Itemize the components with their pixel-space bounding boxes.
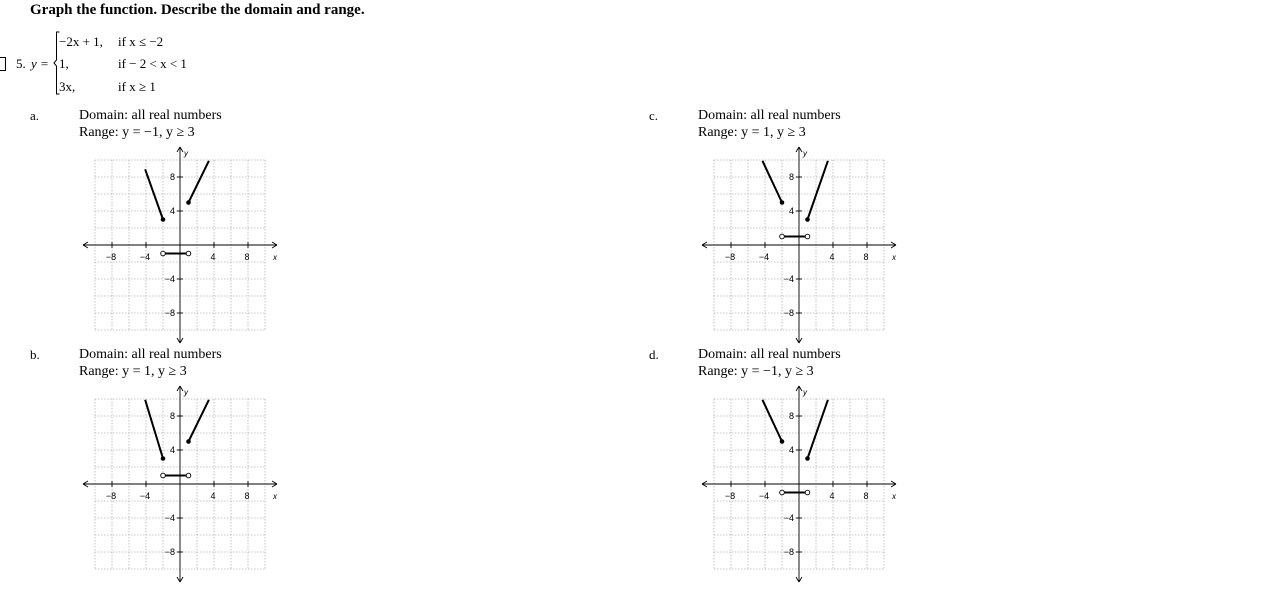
- x-tick-label: 4: [829, 491, 835, 501]
- closed-endpoint: [161, 456, 166, 461]
- y-tick-label: 4: [788, 445, 794, 455]
- x-tick-label: −8: [724, 491, 736, 501]
- closed-endpoint: [780, 200, 785, 205]
- open-endpoint: [186, 473, 191, 478]
- option-d[interactable]: [649, 347, 949, 587]
- case-expression-1: −2x + 1,: [59, 34, 103, 49]
- case-condition-1: if x ≤ −2: [118, 34, 164, 49]
- x-axis-label: x: [892, 492, 896, 501]
- x-tick-label: 8: [863, 491, 869, 501]
- left-ray: [145, 169, 163, 219]
- x-tick-label: −8: [105, 491, 117, 501]
- y-tick-label: 4: [169, 206, 175, 216]
- x-tick-label: −4: [758, 252, 770, 262]
- y-tick-label: 8: [788, 172, 794, 182]
- closed-endpoint: [161, 217, 166, 222]
- y-tick-label: −4: [164, 513, 175, 523]
- open-endpoint: [161, 251, 166, 256]
- y-tick-label: −8: [164, 547, 175, 557]
- x-tick-label: 4: [210, 252, 216, 262]
- closed-endpoint: [805, 217, 810, 222]
- open-endpoint: [186, 251, 191, 256]
- option-range: Range: y = −1, y ≥ 3: [698, 364, 814, 379]
- y-tick-label: 4: [788, 206, 794, 216]
- case-condition-2: if − 2 < x < 1: [118, 56, 187, 71]
- y-tick-label: −8: [783, 308, 794, 318]
- closed-endpoint: [186, 200, 191, 205]
- option-letter: a.: [30, 108, 40, 123]
- option-domain: Domain: all real numbers: [698, 347, 841, 362]
- option-range: Range: y = −1, y ≥ 3: [79, 125, 195, 140]
- right-ray: [808, 161, 828, 220]
- y-axis-label: y: [184, 388, 188, 397]
- problem-5: [0, 30, 260, 100]
- option-graph: [699, 383, 899, 583]
- option-graph: [80, 383, 280, 583]
- y-tick-label: −4: [783, 274, 794, 284]
- y-axis-label: y: [184, 149, 188, 158]
- x-tick-label: 8: [863, 252, 869, 262]
- y-tick-label: 8: [169, 411, 175, 421]
- case-expression-3: 3x,: [59, 79, 76, 94]
- x-tick-label: −4: [139, 252, 151, 262]
- option-range: Range: y = 1, y ≥ 3: [79, 364, 187, 379]
- option-range: Range: y = 1, y ≥ 3: [698, 125, 806, 140]
- open-endpoint: [161, 473, 166, 478]
- case-condition-3: if x ≥ 1: [118, 79, 156, 94]
- closed-endpoint: [186, 439, 191, 444]
- option-letter: d.: [649, 347, 659, 362]
- left-ray: [145, 400, 163, 459]
- option-letter: b.: [30, 347, 40, 362]
- option-domain: Domain: all real numbers: [698, 108, 841, 123]
- x-tick-label: −8: [105, 252, 117, 262]
- answer-checkbox[interactable]: [0, 57, 6, 71]
- x-tick-label: −4: [139, 491, 151, 501]
- right-ray: [189, 400, 209, 442]
- x-tick-label: −8: [724, 252, 736, 262]
- case-expression-2: 1,: [59, 56, 69, 71]
- open-endpoint: [780, 234, 785, 239]
- option-domain: Domain: all real numbers: [79, 108, 222, 123]
- x-tick-label: −4: [758, 491, 770, 501]
- x-tick-label: 8: [244, 252, 250, 262]
- x-tick-label: 8: [244, 491, 250, 501]
- x-tick-label: 4: [829, 252, 835, 262]
- closed-endpoint: [780, 439, 785, 444]
- x-axis-label: x: [273, 253, 277, 262]
- right-ray: [808, 400, 828, 459]
- open-endpoint: [780, 490, 785, 495]
- y-axis-label: y: [803, 388, 807, 397]
- closed-endpoint: [805, 456, 810, 461]
- y-tick-label: −4: [783, 513, 794, 523]
- instruction-text: Graph the function. Describe the domain and range.: [30, 2, 365, 18]
- x-axis-label: x: [892, 253, 896, 262]
- y-tick-label: 8: [169, 172, 175, 182]
- y-tick-label: −4: [164, 274, 175, 284]
- open-endpoint: [805, 234, 810, 239]
- option-domain: Domain: all real numbers: [79, 347, 222, 362]
- y-axis-label: y: [803, 149, 807, 158]
- y-tick-label: 4: [169, 445, 175, 455]
- x-axis-label: x: [273, 492, 277, 501]
- problem-lhs: y =: [31, 56, 49, 71]
- problem-number: 5.: [16, 56, 26, 71]
- x-tick-label: 4: [210, 491, 216, 501]
- option-letter: c.: [649, 108, 659, 123]
- option-graph: [80, 144, 280, 344]
- option-graph: [699, 144, 899, 344]
- y-tick-label: −8: [783, 547, 794, 557]
- y-tick-label: −8: [164, 308, 175, 318]
- right-ray: [189, 161, 209, 203]
- open-endpoint: [805, 490, 810, 495]
- option-c[interactable]: [649, 108, 949, 348]
- y-tick-label: 8: [788, 411, 794, 421]
- option-a[interactable]: [30, 108, 330, 348]
- option-b[interactable]: [30, 347, 330, 587]
